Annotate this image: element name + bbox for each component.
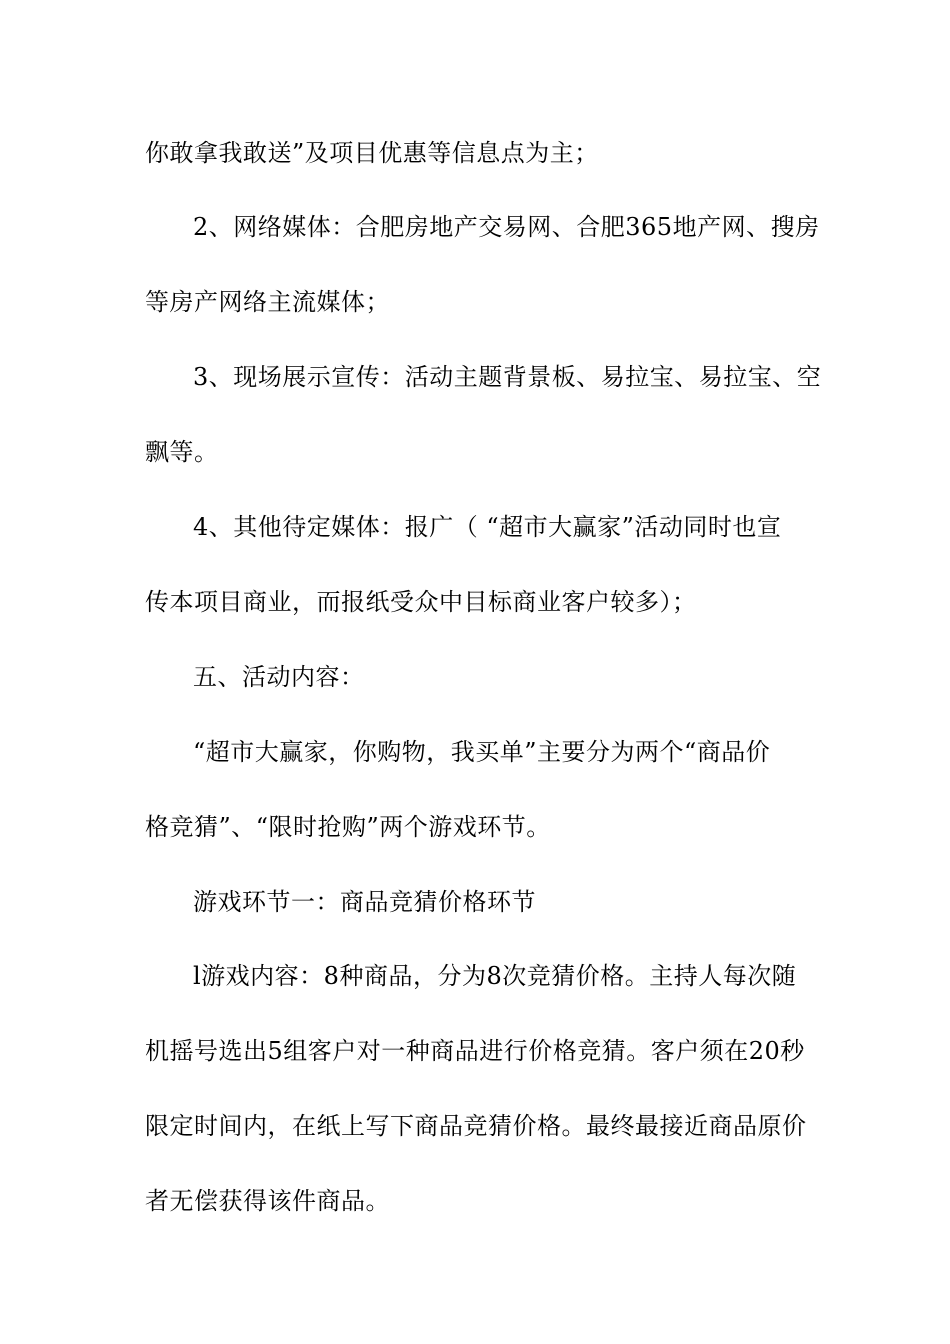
text-line: 4、其他待定媒体：报广（ “超市大赢家”活动同时也宣 (193, 513, 782, 541)
text-line: 你敢拿我敢送”及项目优惠等信息点为主； (145, 139, 599, 167)
text-line: 传本项目商业，而报纸受众中目标商业客户较多）； (145, 588, 697, 616)
text-line: l游戏内容：8种商品，分为8次竞猜价格。主持人每次随 (193, 962, 797, 990)
text-line: 3、现场展示宣传：活动主题背景板、易拉宝、易拉宝、空 (193, 363, 822, 391)
text-line: 者无偿获得该件商品。 (145, 1187, 390, 1215)
text-line: 2、网络媒体：合肥房地产交易网、合肥365地产网、搜房 (193, 213, 820, 241)
text-line: “超市大赢家，你购物，我买单”主要分为两个“商品价 (193, 738, 771, 766)
text-line: 等房产网络主流媒体； (145, 288, 390, 316)
text-line: 格竞猜”、“限时抢购”两个游戏环节。 (145, 813, 551, 841)
text-line: 飘等。 (145, 438, 219, 466)
text-line: 机摇号选出5组客户对一种商品进行价格竞猜。客户须在20秒 (145, 1037, 805, 1065)
subsection-heading: 游戏环节一：商品竞猜价格环节 (193, 888, 536, 916)
section-heading: 五、活动内容： (193, 663, 365, 691)
text-line: 限定时间内，在纸上写下商品竞猜价格。最终最接近商品原价 (145, 1112, 807, 1140)
